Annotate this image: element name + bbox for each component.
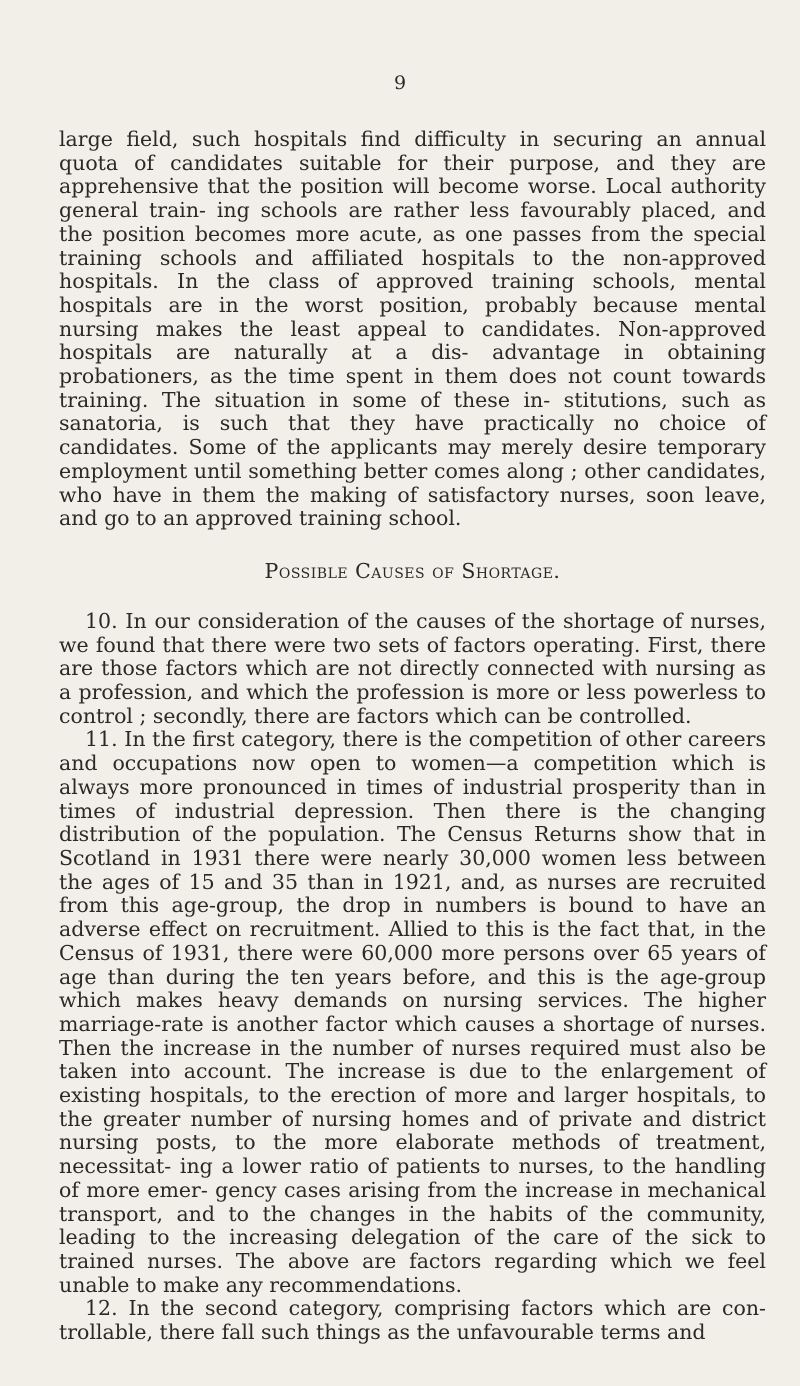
paragraph-11: 11. In the first category, there is the competition of other careers and occupations now open to women—a competition which is always more pronounced in times of industrial prosperity than in times of industrial depression. Then there is the changing distribution of the population. The Census Returns show that in Scotland in 1931 there were nearly 30,000 women less between the ages of 15 and 35 than in 1921, and, as nurses are recruited from this age-group, the drop in numbers is bound to have an adverse effect on recruitment. Allied to this is the fact that, in the Census of 1931, there were 60,000 more persons over 65 years of age than during the ten years before, and this is the age-group which makes heavy demands on nursing services. The higher marriage-rate is another factor which causes a shortage of nurses. Then the increase in the number of nurses required must also be taken into account. The increase is due to the enlargement of existing hospitals, to the erection of more and larger hospitals, to the greater number of nursing homes and of private and district nursing posts, to the more elaborate methods of treatment, necessitat- ing a lower ratio of patients to nurses, to the handling of more emer- gency cases arising from the increase in mechanical transport, and to the changes in the habits of the community, leading to the increasing delegation of the care of the sick to trained nurses. The above are factors regarding which we feel unable to make any recommendations.	[59, 727, 766, 1297]
paragraph-continued: large field, such hospitals find difficulty in securing an annual quota of candidates suitable for their purpose, and they are apprehensive that the position will become worse. Local authority general train- ing schools are rather less favourably placed, and the position becomes more acute, as one passes from the special training schools and affiliated hospitals to the non-approved hospitals. In the class of approved training schools, mental hospitals are in the worst position, probably because mental nursing makes the least appeal to candidates. Non-approved hospitals are naturally at a dis- advantage in obtaining probationers, as the time spent in them does not count towards training. The situation in some of these in- stitutions, such as sanatoria, is such that they have practically no choice of candidates. Some of the applicants may merely desire temporary employment until something better comes along ; other candidates, who have in them the making of satisfactory nurses, soon leave, and go to an approved training school.	[59, 127, 766, 531]
paragraph-12: 12. In the second category, comprising factors which are con- trollable, there fall such things as the unfavourable terms and	[59, 1296, 766, 1345]
body-text	[59, 128, 766, 1345]
section-heading: Possible Causes of Shortage.	[264, 558, 561, 583]
page-number: 9	[393, 72, 407, 94]
paragraph-10: 10. In our consideration of the causes of the shortage of nurses, we found that there were two sets of factors operating. First, there are those factors which are not directly connected with nursing as a profession, and which the profession is more or less powerless to control ; secondly, there are factors which can be controlled.	[59, 608, 766, 728]
